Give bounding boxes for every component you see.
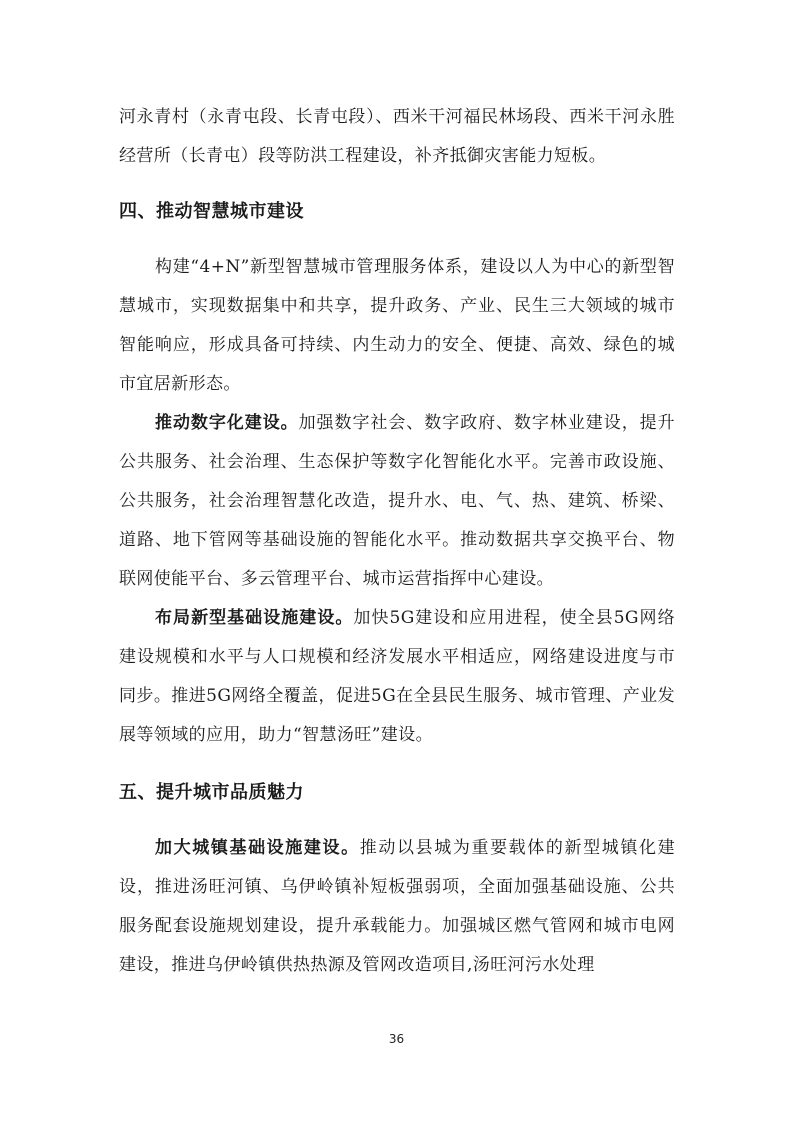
section4-intro-paragraph: 构建“4+N”新型智慧城市管理服务体系，建设以人为中心的新型智慧城市，实现数据集中和共享，提升政务、产业、民生三大领域的城市智能响应，形成具备可持续、内生动力的安全、便捷、高效、绿色的城市宜居新形态。 xyxy=(119,257,675,394)
paragraph-body-town-infrastructure: 推动以县城为重要载体的新型城镇化建设，推进汤旺河镇、乌伊岭镇补短板强弱项，全面加强基础设施、公共服务配套设施规划建设，提升承载能力。加强城区燃气管网和城市电网建设，推进乌伊岭镇供热热源及管网改造项目,汤旺河污水处理 xyxy=(119,838,675,975)
section4-digital-paragraph xyxy=(119,404,675,599)
paragraph-lead-digital: 推动数字化建设。 xyxy=(155,413,299,433)
section-heading-5: 五、提升城市品质魅力 xyxy=(119,782,304,803)
page-content xyxy=(119,98,675,985)
section-heading-4: 四、推动智慧城市建设 xyxy=(119,201,304,222)
page-number: 36 xyxy=(388,1032,405,1046)
paragraph-body-digital: 加强数字社会、数字政府、数字林业建设，提升公共服务、社会治理、生态保护等数字化智能化水平。完善市政设施、公共服务，社会治理智慧化改造，提升水、电、气、热、建筑、桥梁、道路、地下管网等基础设施的智能化水平。推动数据共享交换平台、物联网使能平台、多云管理平台、城市运营指挥中心建设。 xyxy=(119,413,676,589)
paragraph-body-infrastructure: 加快5G建设和应用进程，使全县5G网络建设规模和水平与人口规模和经济发展水平相适应，网络建设进度与市同步。推进5G网络全覆盖，促进5G在全县民生服务、城市管理、产业发展等领域的应用，助力“智慧汤旺”建设。 xyxy=(119,608,675,745)
section4-infrastructure-paragraph xyxy=(119,599,675,755)
continuation-paragraph: 河永青村（永青屯段、长青屯段）、西米干河福民林场段、西米干河永胜经营所（长青屯）段等防洪工程建设，补齐抵御灾害能力短板。 xyxy=(119,107,675,166)
paragraph-lead-town-infrastructure: 加大城镇基础设施建设。 xyxy=(155,838,360,858)
section5-town-infrastructure-paragraph xyxy=(119,829,675,985)
paragraph-lead-infrastructure: 布局新型基础设施建设。 xyxy=(155,608,354,628)
